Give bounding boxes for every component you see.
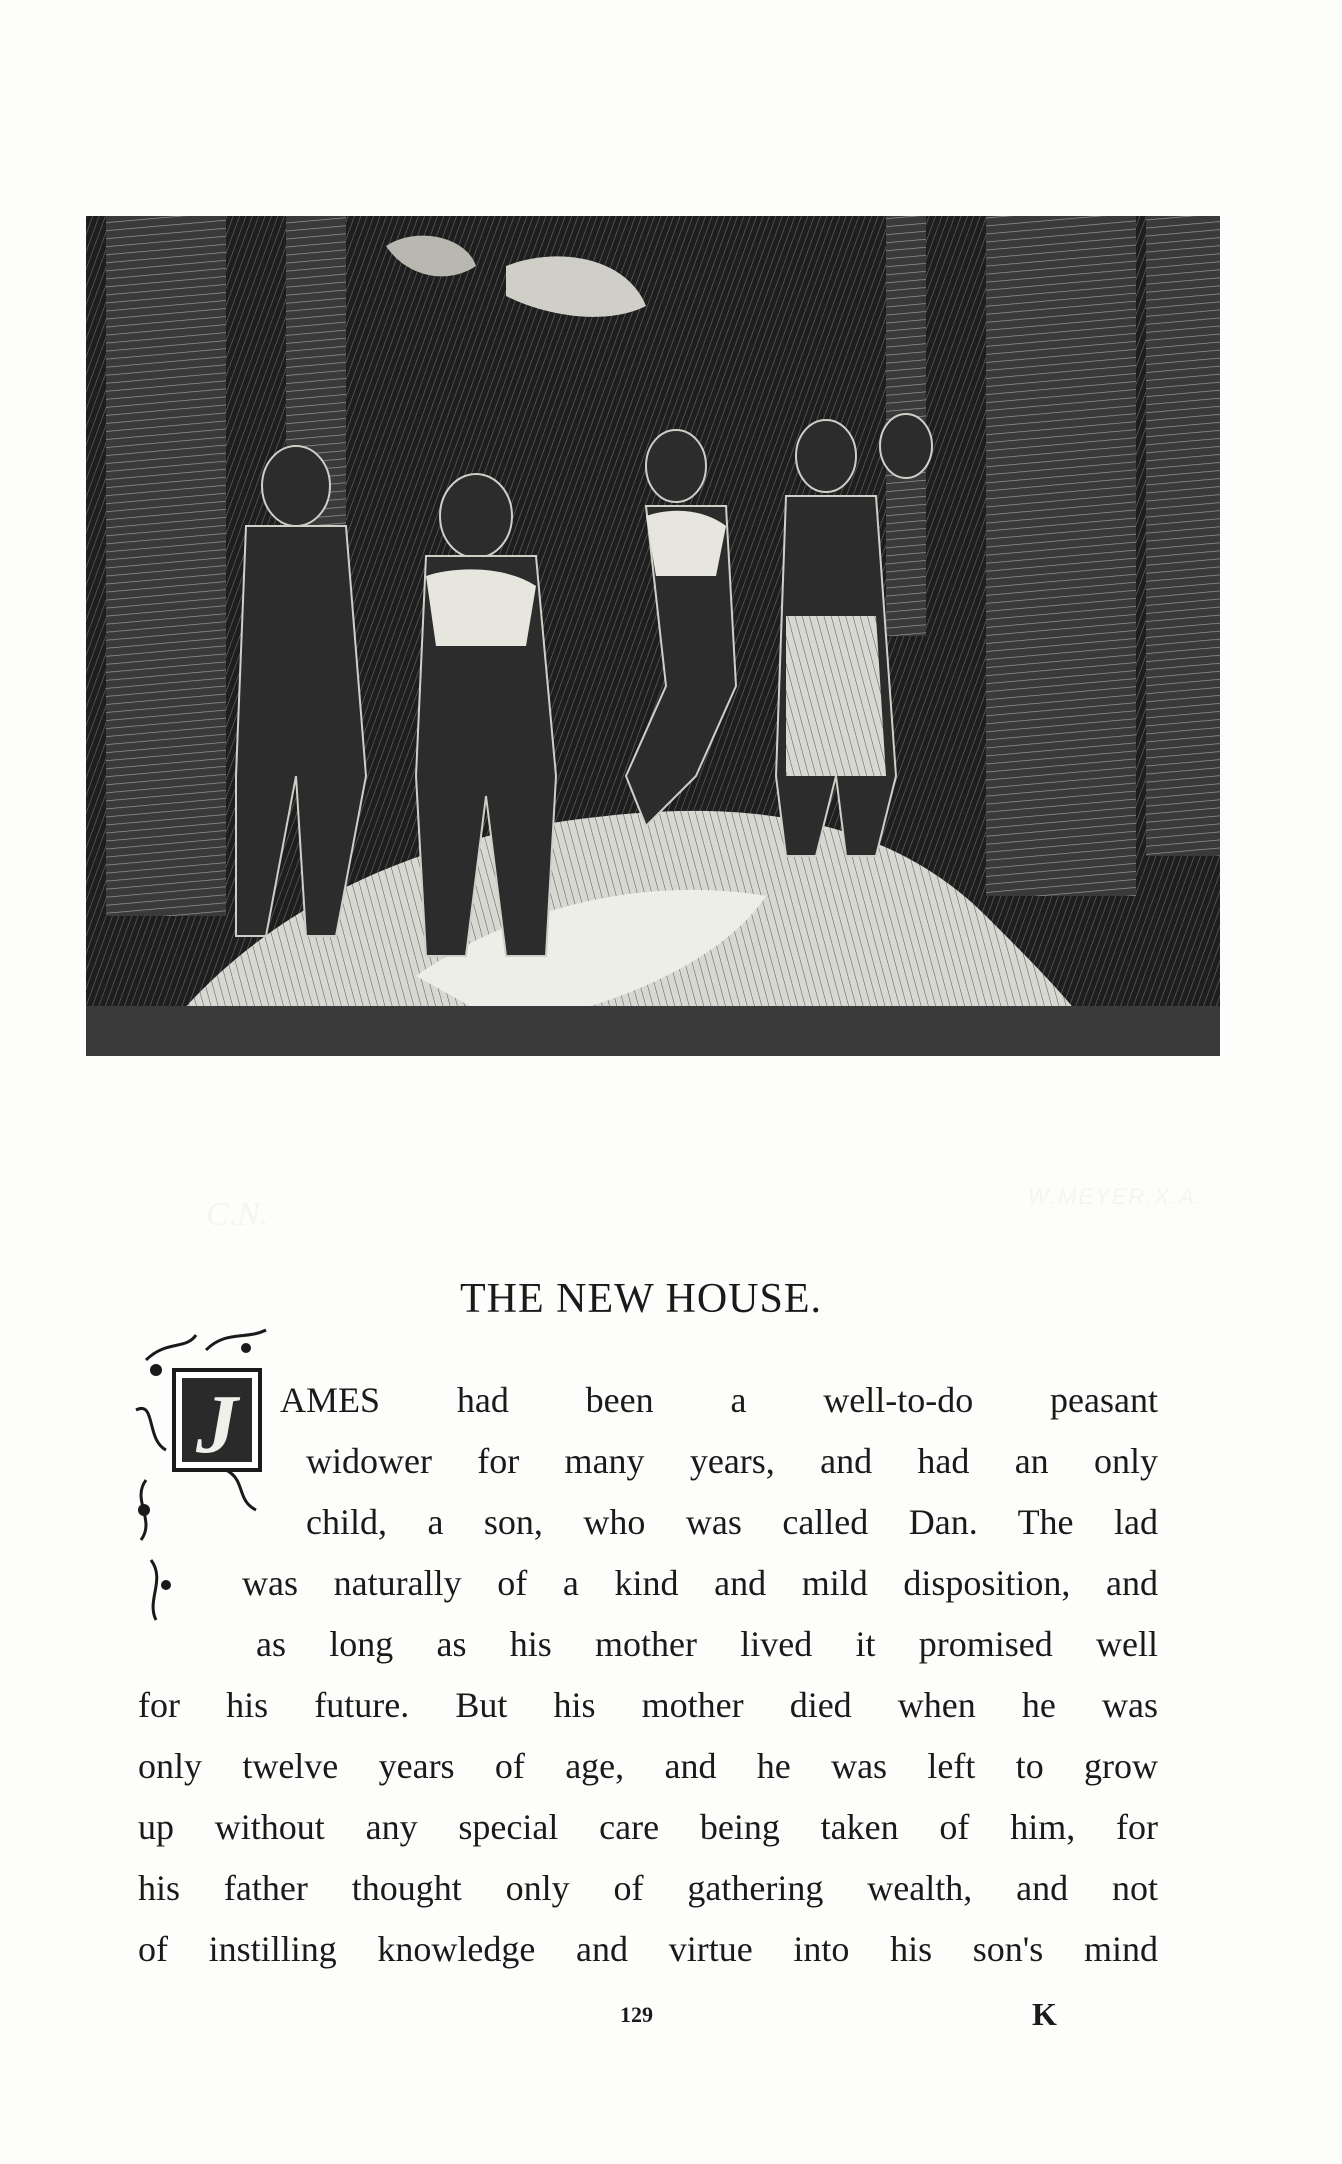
- text-line: child, a son, who was called Dan. The lad: [306, 1502, 1158, 1542]
- page-number: 129: [620, 2002, 653, 2027]
- initial-letter: J: [196, 1378, 238, 1471]
- text-line: only twelve years of age, and he was left to grow: [138, 1746, 1158, 1786]
- engraver-signature: W.MEYER.X.A.: [1028, 1184, 1204, 1209]
- text-line: for his future. But his mother died when he was: [138, 1685, 1158, 1725]
- text-line: his father thought only of gathering wealth, and not: [138, 1868, 1158, 1908]
- text-line: as long as his mother lived it promised well: [256, 1624, 1158, 1664]
- body-text: [138, 1370, 1158, 1980]
- text-line: up without any special care being taken of him, for: [138, 1807, 1158, 1847]
- text-line: was naturally of a kind and mild disposition, and: [242, 1563, 1158, 1603]
- chapter-title: THE NEW HOUSE.: [459, 1276, 823, 1322]
- printer-signature-mark: K: [1032, 1996, 1057, 2032]
- text-line: of instilling knowledge and virtue into his son's mind: [138, 1929, 1158, 1969]
- text-line: AMES had been a well-to-do peasant: [280, 1380, 1158, 1420]
- text-line: widower for many years, and had an only: [306, 1441, 1158, 1481]
- engraving-illustration: [86, 216, 1220, 1233]
- artist-signature-left: C.N.: [206, 1196, 269, 1233]
- forest-dance-scene: [86, 216, 1220, 1056]
